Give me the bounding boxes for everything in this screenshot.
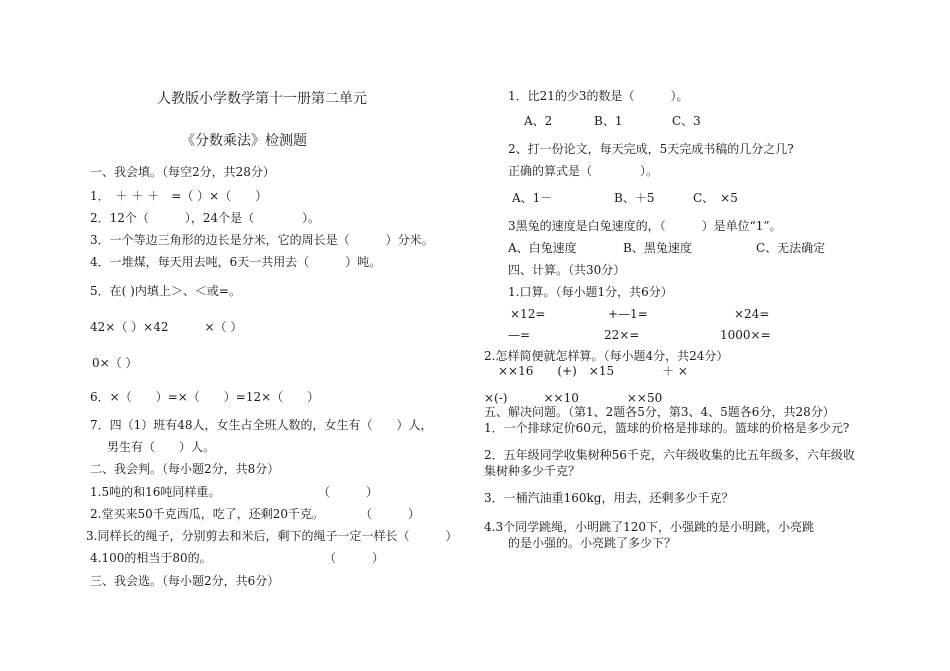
- choice-2: 2、打一份论文，每天完成，5天完成书稿的几分之几?: [508, 142, 794, 156]
- problem-1: 1．一个排球定价60元，篮球的价格是排球的。篮球的价格是多少元?: [484, 421, 850, 435]
- section-2-heading: 二、我会判。（每小题2分，共8分）: [90, 462, 280, 476]
- section-5-heading: 五、解决问题。（第1、2题各5分，第3、4、5题各6分，共28分）: [484, 405, 835, 419]
- judge-1-answer-parens: （ ）: [318, 485, 379, 499]
- oral-calc-1: ×12=: [510, 307, 546, 321]
- simplify-calc-heading: 2.怎样简便就怎样算。（每小题4分，共24分）: [484, 349, 729, 363]
- problem-4-line-1: 4.3个同学跳绳，小明跳了120下，小强跳的是小明跳，小亮跳: [484, 520, 814, 534]
- judge-2: 2.堂买来50千克西瓜，吃了，还剩20千克。: [90, 507, 324, 521]
- problem-3: 3．一桶汽油重160kg，用去，还剩多少千克？: [484, 491, 734, 505]
- oral-calc-4: —=: [508, 328, 531, 342]
- question-1-3: 3．一个等边三角形的边长是分米，它的周长是（ ）分米。: [90, 233, 434, 247]
- oral-calc-heading: 1.口算。（每小题1分，共6分）: [508, 285, 673, 299]
- choice-3-option-b: B、黑兔速度: [623, 241, 692, 255]
- choice-3-option-c: C、无法确定: [756, 241, 826, 255]
- oral-calc-2: +—1=: [608, 307, 648, 321]
- choice-1-option-a: A、2: [524, 114, 553, 128]
- question-1-5-part-b: 0×（ ）: [92, 356, 138, 370]
- question-1-1: 1． ＋ ＋ ＋ =（ ）×（ ）: [90, 189, 268, 203]
- section-3-heading: 三、我会选。（每小题2分，共6分）: [90, 574, 280, 588]
- question-1-7-line-2: 男生有（ ）人。: [107, 440, 216, 454]
- choice-1: 1．比21的少3的数是（ ）。: [508, 89, 689, 103]
- oral-calc-3: ×24=: [734, 307, 770, 321]
- choice-2-option-b: B、＋5: [614, 191, 655, 205]
- choice-3-option-a: A、白兔速度: [508, 241, 577, 255]
- choice-2-option-c: C、 ×5: [693, 191, 738, 205]
- page-subtitle: 《分数乘法》检测题: [181, 133, 307, 149]
- judge-1: 1.5吨的和16吨同样重。: [90, 485, 221, 499]
- section-4-heading: 四、计算。（共30分）: [508, 263, 626, 277]
- judge-4: 4.100的相当于80的。: [90, 551, 212, 565]
- question-1-2: 2．12个（ ），24个是（ ）。: [90, 211, 321, 225]
- question-1-5: 5．在( )内填上＞、＜或=。: [90, 284, 241, 298]
- judge-3: 3.同样长的绳子，分别剪去和米后，剩下的绳子一定一样长（ ）: [86, 529, 458, 543]
- oral-calc-5: 22×=: [604, 328, 640, 342]
- problem-2-line-1: 2．五年级同学收集树种56千克，六年级收集的比五年级多，六年级收: [484, 448, 855, 462]
- question-1-5-part-a: 42×（ ）×42 ×（ ）: [90, 320, 243, 334]
- question-1-7-line-1: 7．四（1）班有48人，女生占全班人数的，女生有（ ）人，: [90, 418, 433, 432]
- judge-4-answer-parens: （ ）: [324, 551, 385, 565]
- choice-3: 3黑兔的速度是白兔速度的，（ ）是单位“1”。: [508, 219, 782, 233]
- problem-2-line-2: 集树种多少千克？: [484, 464, 581, 478]
- question-1-6: 6．×（ ）=×（ ）=12×（ ）: [90, 390, 320, 404]
- problem-4-line-2: 的是小强的。小亮跳了多少下？: [508, 536, 677, 550]
- simplify-calc-row-2: ×(-) ××10 ××50: [484, 391, 663, 405]
- page-title: 人教版小学数学第十一册第二单元: [157, 91, 367, 107]
- judge-2-answer-parens: （ ）: [360, 507, 421, 521]
- simplify-calc-row-1: ××16 (+) ×15 ＋ ×: [498, 364, 688, 378]
- section-1-heading: 一、我会填。（每空2分，共28分）: [90, 165, 275, 179]
- question-1-4: 4．一堆煤，每天用去吨，6天一共用去（ ）吨。: [90, 255, 382, 269]
- oral-calc-6: 1000×=: [720, 328, 771, 342]
- choice-1-option-c: C、3: [672, 114, 701, 128]
- choice-2-option-a: A、1－: [512, 191, 553, 205]
- choice-2-formula-prompt: 正确的算式是（ ）。: [508, 164, 659, 178]
- choice-1-option-b: B、1: [594, 114, 623, 128]
